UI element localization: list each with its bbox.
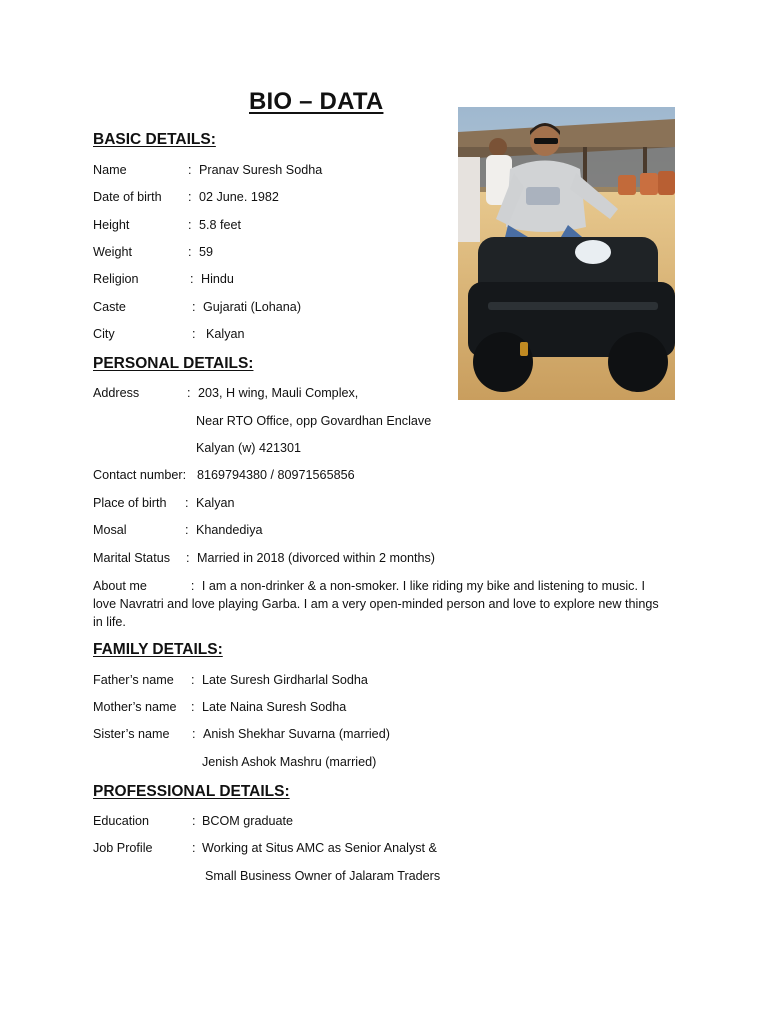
row-value: Pranav Suresh Sodha	[199, 163, 323, 177]
profile-photo	[458, 107, 675, 400]
row-label: Mother’s name	[93, 700, 177, 714]
row-label: Place of birth	[93, 496, 167, 510]
row-value: 02 June. 1982	[199, 190, 279, 204]
row-label: Height	[93, 218, 130, 232]
job-profile-line-2: Small Business Owner of Jalaram Traders	[205, 869, 441, 883]
about-me-text: I am a non-drinker & a non-smoker. I like riding my bike and listening to music. I love Navratri and love playing Garba. I am a very open-minded person and love to explore new things in life.	[93, 579, 659, 629]
row-label: Contact number:	[93, 468, 187, 482]
profile-photo-icon	[458, 107, 675, 400]
row-value: Kalyan	[206, 327, 245, 341]
row-colon: :	[192, 727, 196, 741]
row-value: Hindu	[201, 272, 234, 286]
row-label: Address	[93, 386, 140, 400]
row-label: Caste	[93, 300, 126, 314]
row-label: Job Profile	[93, 841, 153, 855]
row-colon: :	[190, 272, 194, 286]
row-value: Khandediya	[196, 523, 263, 537]
row-colon: :	[188, 163, 192, 177]
row-value: 59	[199, 245, 214, 259]
row-colon: :	[187, 386, 191, 400]
row-colon: :	[185, 496, 189, 510]
row-value: Late Naina Suresh Sodha	[202, 700, 347, 714]
page-title: BIO – DATA	[249, 88, 384, 115]
row-label: Sister’s name	[93, 727, 170, 741]
row-colon: :	[188, 245, 192, 259]
row-label: Religion	[93, 272, 139, 286]
row-colon: :	[191, 700, 195, 714]
row-colon: :	[192, 814, 196, 828]
row-label: Education	[93, 814, 150, 828]
row-label: Name	[93, 163, 127, 177]
personal-details-heading: PERSONAL DETAILS:	[93, 355, 254, 372]
row-value: Married in 2018 (divorced within 2 months)	[197, 551, 435, 565]
about-me-label: About me	[93, 579, 147, 593]
row-colon: :	[188, 190, 192, 204]
row-label: Weight	[93, 245, 132, 259]
about-me-colon: :	[190, 579, 195, 593]
family-details-heading: FAMILY DETAILS:	[93, 641, 223, 658]
row-label: Date of birth	[93, 190, 162, 204]
about-me-paragraph	[93, 577, 668, 631]
row-value: Kalyan	[196, 496, 235, 510]
row-value: 203, H wing, Mauli Complex,	[198, 386, 359, 400]
address-line-3: Kalyan (w) 421301	[196, 441, 302, 455]
basic-details-heading: BASIC DETAILS:	[93, 131, 216, 148]
row-value: Working at Situs AMC as Senior Analyst &	[202, 841, 437, 855]
row-value: Anish Shekhar Suvarna (married)	[203, 727, 390, 741]
row-colon: :	[191, 673, 195, 687]
row-value: 8169794380 / 80971565856	[197, 468, 355, 482]
row-label: City	[93, 327, 115, 341]
row-label: Mosal	[93, 523, 127, 537]
row-label: Father’s name	[93, 673, 174, 687]
row-colon: :	[186, 551, 190, 565]
row-colon: :	[192, 841, 196, 855]
row-value: Gujarati (Lohana)	[203, 300, 302, 314]
professional-details-heading: PROFESSIONAL DETAILS:	[93, 783, 290, 800]
address-line-2: Near RTO Office, opp Govardhan Enclave	[196, 414, 432, 428]
row-colon: :	[188, 218, 192, 232]
row-value: BCOM graduate	[202, 814, 293, 828]
row-colon: :	[192, 327, 196, 341]
row-label: Marital Status	[93, 551, 170, 565]
sister-second-line: Jenish Ashok Mashru (married)	[202, 755, 377, 769]
row-value: 5.8 feet	[199, 218, 242, 232]
row-colon: :	[192, 300, 196, 314]
row-colon: :	[185, 523, 189, 537]
row-value: Late Suresh Girdharlal Sodha	[202, 673, 368, 687]
